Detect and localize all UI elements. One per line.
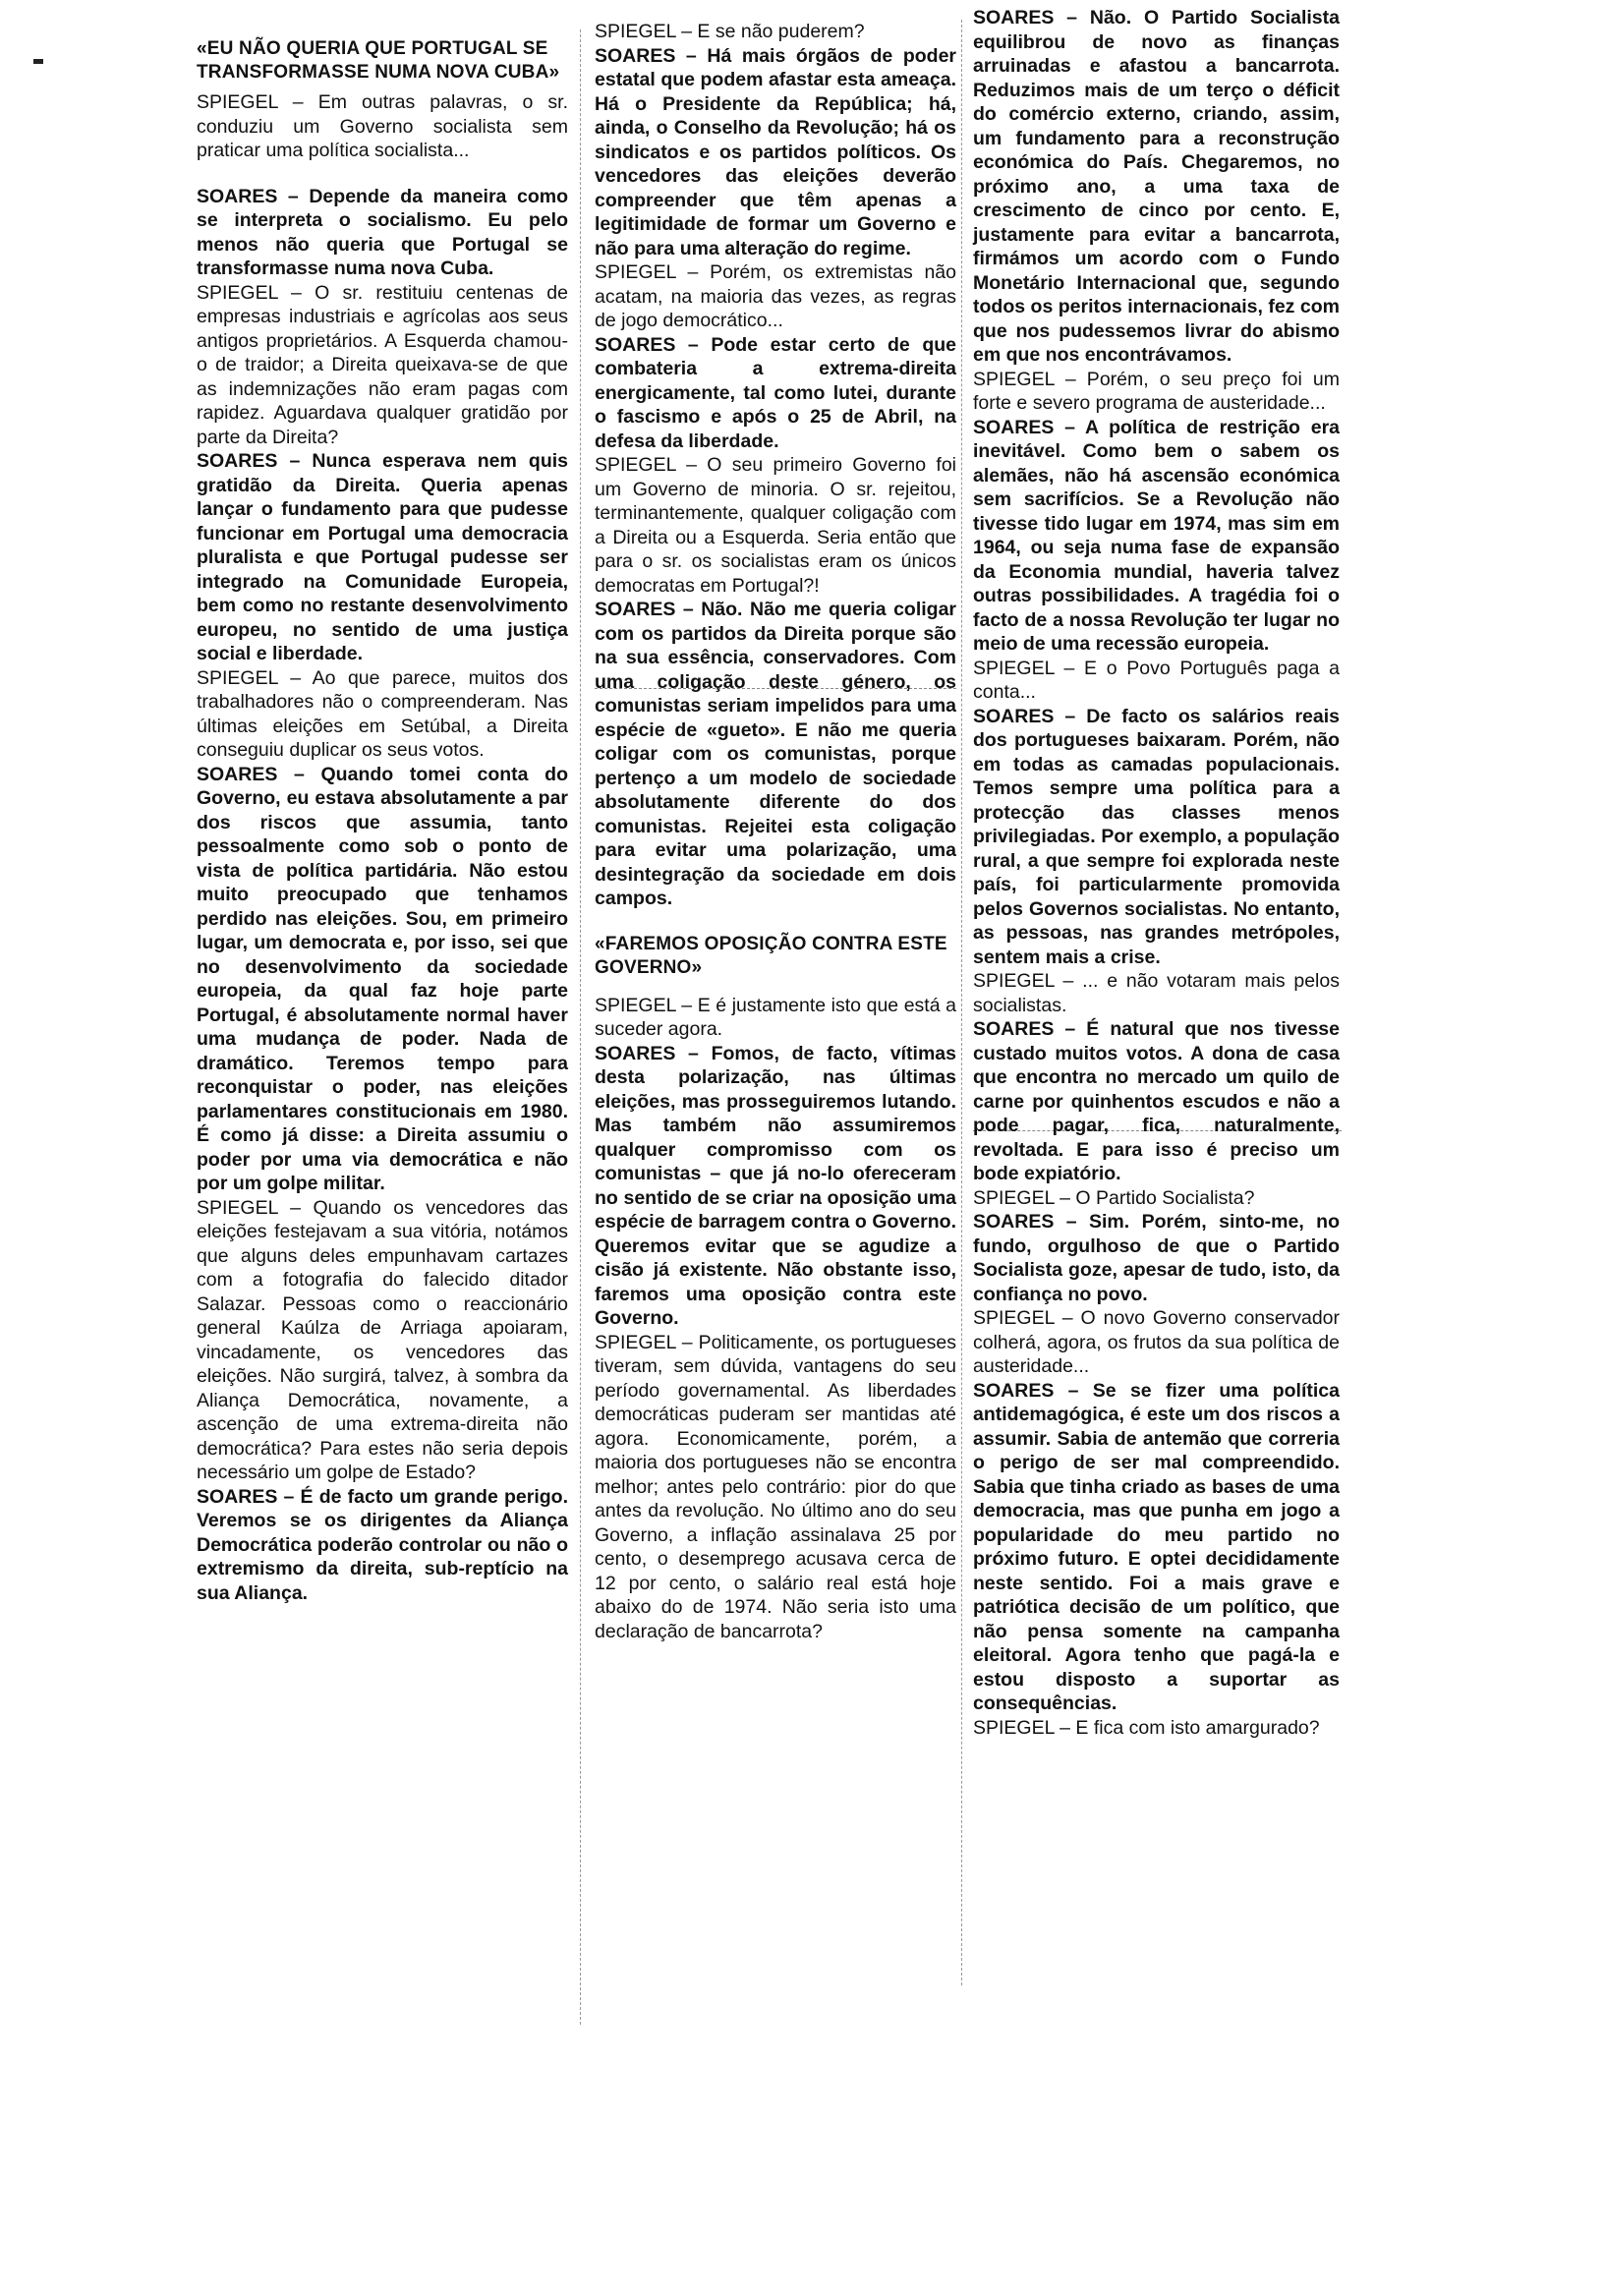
answer-paragraph: SOARES – A política de restrição era inevitável. Como bem o sabem os alemães, não há ascensão económica sem sacrifícios. Se a Revolução não tivesse tido lugar em 1974, mas sim em 1964, ou seja numa fase de expansão da Economia mundial, haveria talvez outras possibilidades. A tragédia foi o facto de a nossa Revolução ter lugar no meio de uma recessão europeia.	[973, 416, 1340, 655]
scan-mark	[33, 59, 43, 64]
answer-paragraph: SOARES – Nunca esperava nem quis gratidão da Direita. Queria apenas lançar o fundamento para que pudesse funcionar em Portugal uma democracia pluralista e que Portugal pudesse ser integrado na Comunidade Europeia, bem como no restante desenvolvimento europeu, no sentido de uma justiça social e liberdade.	[197, 450, 568, 664]
question-paragraph: SPIEGEL – Politicamente, os portugueses tiveram, sem dúvida, vantagens do seu período governamental. As liberdades democráticas puderam ser mantidas até agora. Economicamente, porém, a maioria dos portugueses não se encontra melhor; antes pelo contrário: pior do que antes da revolução. No último ano do seu Governo, a inflação assinalava 25 por cento, o desemprego acusava cerca de 12 por cento, o salário real está hoje abaixo do de 1974. Não seria isto uma declaração de bancarrota?	[595, 1331, 956, 1642]
answer-paragraph: SOARES – Não. O Partido Socialista equilibrou de novo as finanças arruinadas e afastou a bancarrota. Reduzimos mais de um terço o déficit do comércio externo, criando, assim, um fundamento para a reconstrução económica do País. Chegaremos, no próximo ano, a uma taxa de crescimento de cinco por cento. E, justamente para evitar a bancarrota, firmámos um acordo com o Fundo Monetário Internacional que, segundo todos os peritos internacionais, fez com que nos pudessemos livrar do abismo em que nos encontrávamos.	[973, 7, 1340, 366]
answer-paragraph: SOARES – É natural que nos tivesse custado muitos votos. A dona de casa que encontra no mercado um quilo de carne por quinhentos escudos e não a pode pagar, fica, naturalmente, revoltada. E para isso é preciso um bode expiatório.	[973, 1018, 1340, 1184]
question-paragraph: SPIEGEL – E é justamente isto que está a suceder agora.	[595, 994, 956, 1040]
question-paragraph: SPIEGEL – E o Povo Português paga a conta...	[973, 657, 1340, 703]
question-paragraph: SPIEGEL – Ao que parece, muitos dos trabalhadores não o compreenderam. Nas últimas eleições em Setúbal, a Direita conseguiu duplicar os seus votos.	[197, 666, 568, 761]
question-paragraph: SPIEGEL – ... e não votaram mais pelos socialistas.	[973, 970, 1340, 1016]
answer-paragraph: SOARES – Quando tomei conta do Governo, eu estava absolutamente a par dos riscos que assumia, tanto pessoalmente como sob o ponto de vista de política partidária. Não estou muito preocupado que tenhamos perdido nas eleições. Sou, em primeiro lugar, um democrata e, por isso, sei que no desenvolvimento da sociedade europeia, da qual faz hoje parte Portugal, é absolutamente normal haver uma mudança de poder. Nada de dramático. Teremos tempo para reconquistar o poder, nas eleições parlamentares constitucionais em 1980. É como já disse: a Direita assumiu o poder por uma via democrática e não por um golpe militar.	[197, 763, 568, 1194]
answer-paragraph: SOARES – Não. Não me queria coligar com os partidos da Direita porque são na sua essência, conservadores. Com uma coligação deste género, os comunistas seriam impelidos para uma espécie de «gueto». E não me queria coligar com os comunistas, porque pertenço a um modelo de sociedade absolutamente diferente do dos comunistas. Rejeitei esta coligação para evitar uma polarização, uma desintegração da sociedade em dois campos.	[595, 599, 956, 909]
question-paragraph: SPIEGEL – O Partido Socialista?	[973, 1186, 1255, 1209]
answer-paragraph: SOARES – Há mais órgãos de poder estatal que podem afastar esta ameaça. Há o Presidente da República; há, ainda, o Conselho da Revolução; há os sindicatos e os partidos políticos. Os vencedores das eleições deverão compreender que têm apenas a legitimidade de formar um Governo e não para uma alteração do regime.	[595, 44, 956, 259]
question-paragraph: SPIEGEL – O sr. restituiu centenas de empresas industriais e agrícolas aos seus antigos proprietários. A Esquerda chamou-o de traidor; a Direita queixava-se de que as indemnizações não eram pagas com rapidez. Aguardava qualquer gratidão por parte da Direita?	[197, 281, 568, 448]
question-paragraph: SPIEGEL – O novo Governo conservador colherá, agora, os frutos da sua política de austeridade...	[973, 1307, 1340, 1377]
column-divider	[961, 20, 962, 1985]
column-3	[973, 6, 1340, 1740]
answer-paragraph: SOARES – Pode estar certo de que combateria a extrema-direita energicamente, tal como lutei, durante o fascismo e após o 25 de Abril, na defesa da liberdade.	[595, 333, 956, 452]
question-paragraph: SPIEGEL – E se não puderem?	[595, 21, 865, 42]
answer-paragraph: SOARES – Depende da maneira como se interpreta o socialismo. Eu pelo menos não queria que Portugal se transformasse numa nova Cuba.	[197, 185, 568, 279]
question-paragraph: SPIEGEL – O seu primeiro Governo foi um Governo de minoria. O sr. rejeitou, terminantemente, qualquer coligação com a Direita ou a Esquerda. Seria então que para o sr. os socialistas eram os únicos democratas em Portugal?!	[595, 454, 956, 597]
question-paragraph: SPIEGEL – Quando os vencedores das eleições festejavam a sua vitória, notámos que alguns deles empunhavam cartazes com a fotografia do falecido ditador Salazar. Pessoas como o reaccionário general Kaúlza de Arriaga apoiaram, vincadamente, os vencedores das eleições. Não surgirá, talvez, à sombra da Aliança Democrática, novamente, a ascenção de uma extrema-direita não democrática? Para estes não seria depois necessário um golpe de Estado?	[197, 1196, 568, 1483]
section-headline: «FAREMOS OPOSIÇÃO CONTRA ESTE GOVERNO»	[595, 933, 947, 978]
column-2	[595, 20, 956, 1643]
section-headline: «EU NÃO QUERIA QUE PORTUGAL SE TRANSFORMASSE NUMA NOVA CUBA»	[197, 38, 560, 83]
question-paragraph: SPIEGEL – Em outras palavras, o sr. conduziu um Governo socialista sem praticar uma política socialista...	[197, 91, 568, 161]
answer-paragraph: SOARES – É de facto um grande perigo. Veremos se os dirigentes da Aliança Democrática poderão controlar ou não o extremismo da direita, sub-reptício na sua Aliança.	[197, 1485, 568, 1604]
answer-paragraph: SOARES – Sim. Porém, sinto-me, no fundo, orgulhoso de que o Partido Socialista goze, apesar de tudo, isto, da confiança no povo.	[973, 1211, 1340, 1305]
question-paragraph: SPIEGEL – Porém, o seu preço foi um forte e severo programa de austeridade...	[973, 368, 1340, 414]
question-paragraph: SPIEGEL – E fica com isto amargurado?	[973, 1716, 1320, 1739]
column-1	[197, 37, 568, 1605]
answer-paragraph: SOARES – Fomos, de facto, vítimas desta polarização, nas últimas eleições, mas prosseguiremos lutando. Mas também não assumiremos qualquer compromisso com os comunistas – que já no-lo ofereceram no sentido de se criar na oposição uma espécie de barragem contra o Governo. Queremos evitar que se agudize a cisão já existente. Não obstante isso, faremos uma oposição contra este Governo.	[595, 1042, 956, 1329]
column-divider	[580, 29, 581, 2025]
answer-paragraph: SOARES – De facto os salários reais dos portugueses baixaram. Porém, não em todas as camadas populacionais. Temos sempre uma política para a protecção das classes menos privilegiadas. Por exemplo, a população rural, a que sempre foi explorada neste país, foi particularmente promovida pelos Governos socialistas. No entanto, as pessoas, nas grandes metrópoles, sentem mais a crise.	[973, 705, 1340, 968]
answer-paragraph: SOARES – Se se fizer uma política antidemagógica, é este um dos riscos a assumir. Sabia de antemão que correria o perigo de ser mal compreendido. Sabia que tinha criado as bases de uma democracia, mas que punha em jogo a popularidade do meu partido no próximo futuro. E optei decididamente neste sentido. Foi a mais grave e patriótica decisão de um político, que não pensa somente na campanha eleitoral. Agora tenho que pagá-la e estou disposto a suportar as consequências.	[973, 1379, 1340, 1714]
question-paragraph: SPIEGEL – Porém, os extremistas não acatam, na maioria das vezes, as regras de jogo democrático...	[595, 261, 956, 331]
